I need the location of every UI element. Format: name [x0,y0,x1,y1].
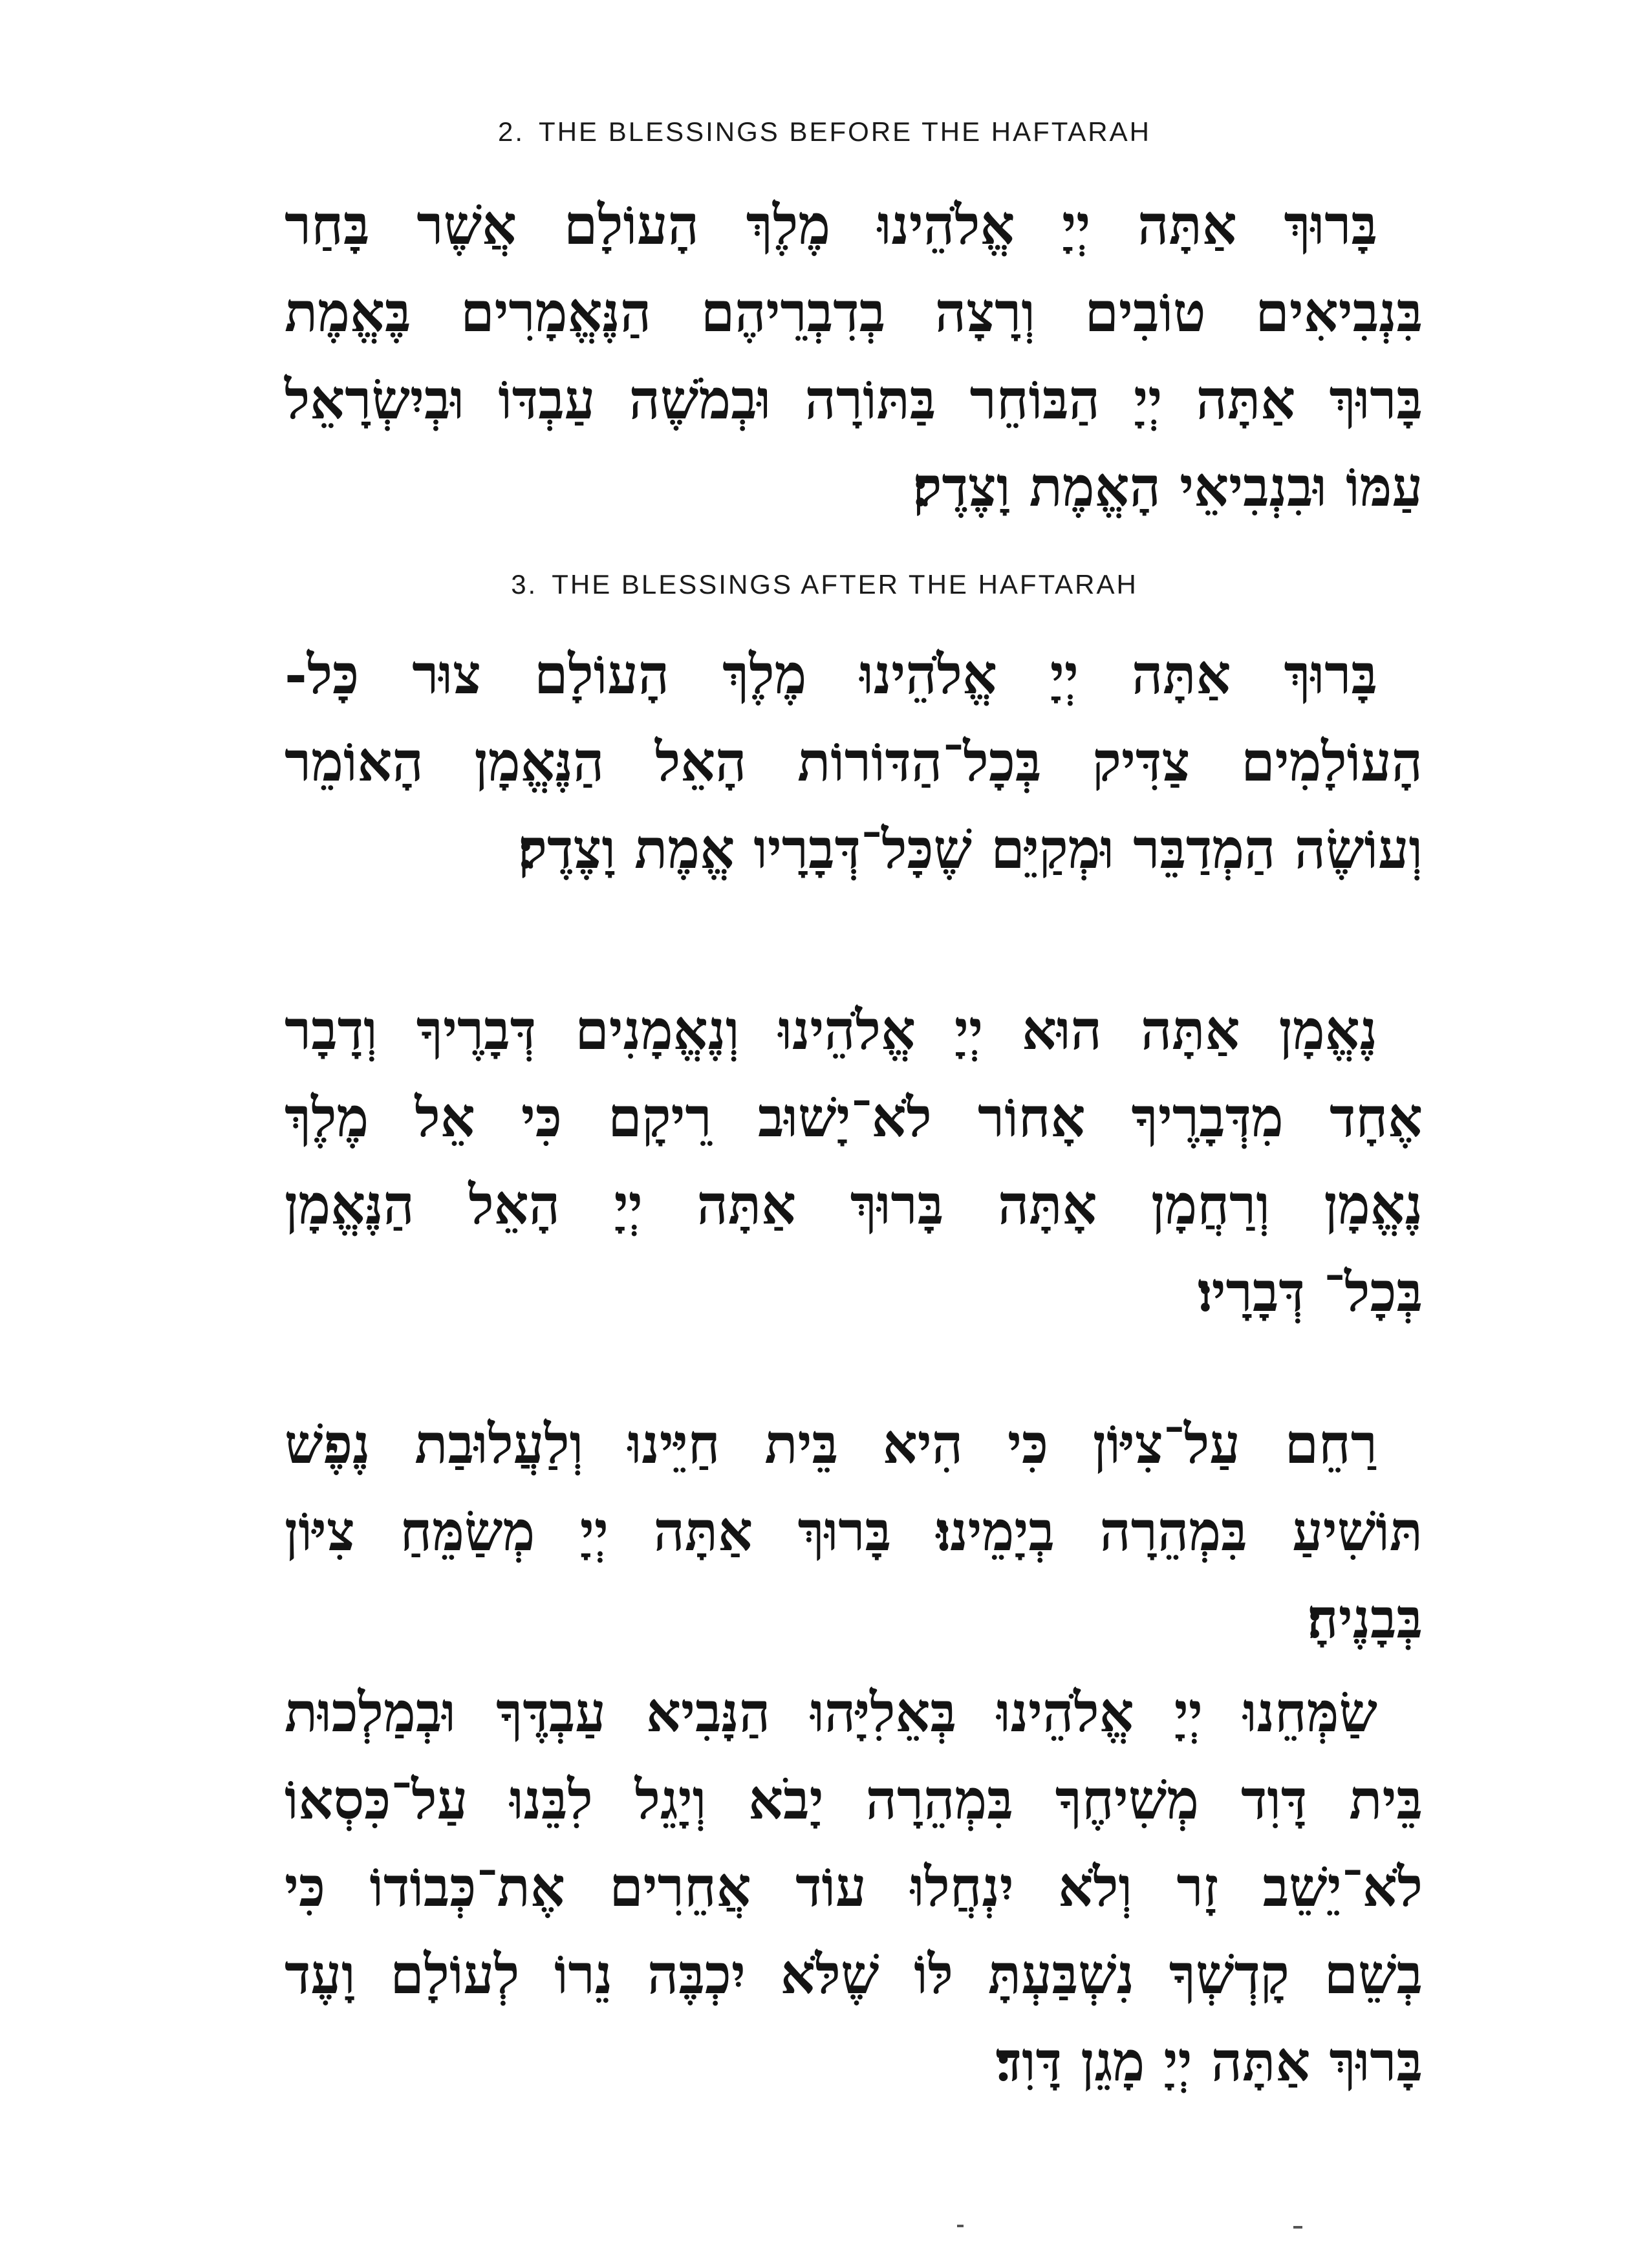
text-line: בְּבָנֶיהָ׃ [1307,1586,1423,1650]
text-line: בָּרוּךְ אַתָּה יְיָ אֱלֹהֵינוּ מֶלֶךְ הָעוֹלָם אֲשֶׁר בָּחַר [285,193,1377,257]
scan-speck [957,2225,964,2227]
text-line: אֶחָד מִדְּבָרֶיךָ אָחוֹר לֹא־יָשׁוּב רֵיקָם כִּי אֵל מֶלֶךְ [285,1085,1423,1149]
text-line: שַׂמְּחֵנוּ יְיָ אֱלֹהֵינוּ בְּאֵלִיָּהוּ הַנָּבִיא עַבְדֶּךָ וּבְמַלְכוּת [285,1680,1377,1744]
text-line: בֵּית דָּוִד מְשִׁיחֶךָ בִּמְהֵרָה יָבֹא וְיָגֵל לִבֵּנוּ עַל־כִּסְאוֹ [285,1767,1423,1831]
text-line: רַחֵם עַל־צִיּוֹן כִּי הִיא בֵּית חַיֵּינוּ וְלַעֲלוּבַת נֶפֶשׁ [285,1412,1377,1476]
text-line: בָּרוּךְ אַתָּה יְיָ מָגֵן דָּוִד׃ [995,2029,1423,2093]
section-number: 3. [511,569,538,599]
text-line: בָּרוּךְ אַתָּה יְיָ אֱלֹהֵינוּ מֶלֶךְ הָעוֹלָם צוּר כָּל- [285,642,1377,706]
text-line: עַמּוֹ וּבִנְבִיאֵי הָאֱמֶת וָצֶדֶק׃ [912,455,1423,519]
text-line: נֶאֱמָן וְרַחֲמָן אָתָּה בָּרוּךְ אַתָּה יְיָ הָאֵל הַנֶּאֱמָן [285,1172,1423,1237]
text-line: תּוֹשִׁיעַ בִּמְהֵרָה בְיָמֵינוּ׃ בָּרוּךְ אַתָּה יְיָ מְשַׂמֵּחַ צִיּוֹן [285,1499,1423,1563]
text-line: בְשֵׁם קָדְשְׁךָ נִשְׁבַּעְתָּ לּוֹ שֶׁלֹּא יִכְבֶּה נֵרוֹ לְעוֹלָם וָעֶד [285,1942,1423,2006]
section-number: 2. [498,116,525,147]
text-line: הָעוֹלָמִים צַדִּיק בְּכָל־הַדּוֹרוֹת הָאֵל הַנֶּאֱמָן הָאוֹמֵר [285,729,1423,794]
text-line: לֹא־יֵשֵׁב זָר וְלֹא יִנְחֲלוּ עוֹד אֲחֵרִים אֶת־כְּבוֹדוֹ כִּי [285,1855,1423,1919]
text-line: נֶאֱמָן אַתָּה הוּא יְיָ אֱלֹהֵינוּ וְנֶאֱמָנִים דְּבָרֶיךָ וְדָבָר [285,998,1377,1062]
text-line: בְּכָל־ דְּבָרָיו׃ [1198,1260,1423,1324]
text-line: וְעוֹשֶׂה הַמְדַבֵּר וּמְקַיֵּם שֶׁכָּל־דְּבָרָיו אֱמֶת וָצֶדֶק׃ [518,817,1423,881]
text-line: בִּנְבִיאִים טוֹבִים וְרָצָה בְדִבְרֵיהֶם הַנֶּאֱמָרִים בֶּאֱמֶת [285,280,1423,344]
section-title: THE BLESSINGS AFTER THE HAFTARAH [552,569,1138,599]
text-line: בָּרוּךְ אַתָּה יְיָ הַבּוֹחֵר בַּתּוֹרָה וּבְמֹשֶׁה עַבְדּוֹ וּבְיִשְׂרָאֵל [285,367,1423,431]
scan-speck [1293,2226,1302,2229]
section-title: THE BLESSINGS BEFORE THE HAFTARAH [539,116,1151,147]
